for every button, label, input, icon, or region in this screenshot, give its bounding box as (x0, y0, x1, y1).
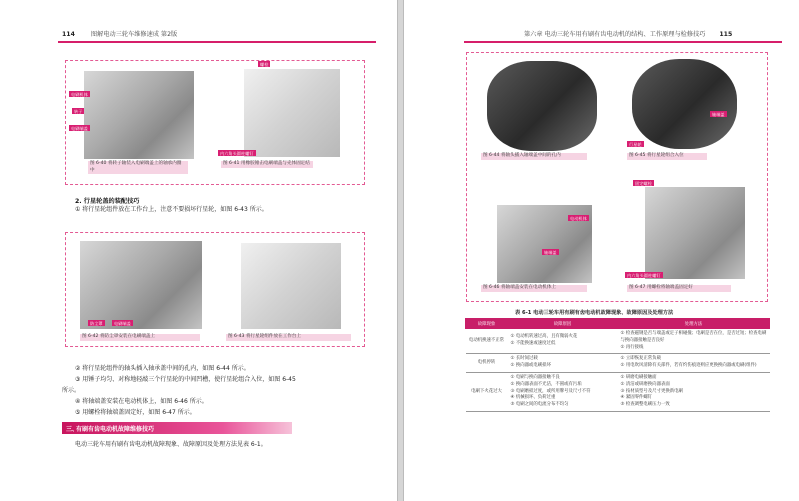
step-5-text: ⑤ 用螺栓将轴端盖固定好，如图 6-47 所示。 (75, 409, 196, 416)
table-row (466, 372, 770, 411)
cause-item: ① 电刷与换向器接触不良 (510, 374, 560, 380)
cause-cell (508, 354, 618, 373)
fix-item: ④ 紧固零件螺钉 (620, 395, 653, 401)
fault-table (465, 318, 770, 412)
fix-item: ② 清洁或研磨换向器表面 (620, 381, 670, 387)
left-page-header (62, 29, 177, 41)
photo-6-44 (487, 61, 597, 151)
photo-6-47 (645, 187, 745, 279)
subheading-planetary: 2. 行星轮盖的装配技巧 (75, 198, 140, 205)
caption-6-41: 图 6-41 用橡胶锤击电刷端盖与壳体固定结 (221, 161, 313, 168)
tag-motor-body-2: 电动机体 (570, 215, 587, 221)
right-header-rule (464, 41, 782, 43)
tag-hex-screw: 内六角头圆柱螺钉 (220, 150, 254, 156)
cause-item: ③ 电刷磨损过度，或所用牌号及尺寸不符 (510, 388, 591, 394)
photo-6-45 (632, 59, 737, 149)
left-header-title: 图解电动三轮车维修速成 第2版 (90, 31, 178, 38)
tag-dust-cover: 防尘罩 (90, 320, 103, 326)
cause-item: ② 换向器表面不光洁，不圆或有污垢 (510, 381, 582, 387)
caption-6-40: 图 6-40 将转子轴装入电刷端盖上的轴承内圈中 (88, 161, 188, 174)
tag-motor-body: 电刷机体 (71, 91, 88, 97)
figure-box-bottom (65, 232, 365, 347)
caption-6-42: 图 6-42 将防尘罩安装在电刷端盖上 (80, 334, 200, 341)
photo-6-41 (244, 69, 340, 157)
tag-fixing-bolt: 固定螺栓 (635, 180, 652, 186)
right-page-number: 115 (719, 31, 733, 38)
step-3-cont: 所示。 (62, 387, 81, 394)
tag-axle-endcap-2: 轴端盖 (544, 249, 557, 255)
step-4-text: ④ 将轴端盖安装在电动机体上，如图 6-46 所示。 (75, 398, 208, 405)
left-page (0, 0, 398, 501)
cause-cell (508, 329, 618, 354)
left-header-rule (58, 41, 376, 43)
fix-item: ① 研磨电刷接触面 (620, 374, 657, 380)
cause-item: ② 不能换速或速度过低 (510, 341, 556, 347)
cause-item: ⑤ 电刷之间的电流分布不均匀 (510, 402, 569, 408)
symptom-cell: 电刷下火花过大 (466, 372, 508, 411)
tag-brush-endcap-2: 电刷端盖 (114, 320, 131, 326)
table-header-fix: 处理方法 (618, 319, 770, 329)
table-title: 表 6-1 电动三轮车用有刷有齿电动机故障现象、故障原因及处理方法 (515, 310, 674, 316)
fix-item: ① 立即恢复正常负载 (620, 356, 661, 362)
step-2-text: ② 将行星轮组件的轴头插入轴承盖中间的孔内，如图 6-44 所示。 (75, 365, 250, 372)
symptom-cell: 电动机换速不正常 (466, 329, 508, 354)
tag-planet-gear: 行星轮 (629, 141, 642, 147)
step-1-text: ① 将行星轮组件放在工作台上，注意不要损坏行星轮，如图 6-43 所示。 (75, 206, 268, 213)
fix-item: ③ 按材质型号及尺寸更换新电刷 (620, 388, 683, 394)
cause-item: ① 电动机转速过高，且有微弱火花 (510, 334, 578, 340)
tag-brush-endcap: 电刷端盖 (71, 125, 88, 131)
tag-hex-screw-2: 内六角头圆柱螺钉 (627, 272, 661, 278)
fix-item: ⑤ 检查调整电刷压力一致 (620, 402, 670, 408)
fix-item: ② 再行接线 (620, 344, 644, 350)
section-title: 有刷有齿电动机故障维修技巧 (76, 425, 155, 433)
fix-cell (618, 372, 770, 411)
cause-item: ④ 机械损坏、负荷过重 (510, 395, 556, 401)
caption-6-43: 图 6-43 将行星轮组件放在工作台上 (226, 334, 351, 341)
photo-6-42 (80, 241, 202, 329)
table-header-symptom: 故障现象 (466, 319, 508, 329)
table-header-row (466, 319, 770, 329)
caption-6-45: 图 6-45 将行星轮组合入位 (627, 153, 707, 160)
fix-cell (618, 354, 770, 373)
cause-item: ① 长时间过载 (510, 356, 538, 362)
cause-cell (508, 372, 618, 411)
tag-axle-endcap: 轴端盖 (712, 111, 725, 117)
photo-6-43 (241, 243, 341, 329)
figure-box-top (65, 60, 365, 185)
right-header-title: 第六章 电动三轮车用有刷有齿电动机的结构、工作原理与检修技巧 (524, 31, 706, 38)
right-page-header (524, 29, 732, 41)
left-page-number: 114 (62, 31, 75, 38)
fix-item: ① 检查磁钢是否与端盖或定子相碰撞；电刷是否在位，是否过短；检查电刷与换向器接触是否良好 (620, 331, 767, 343)
photo-6-40 (84, 71, 194, 159)
table-header-cause: 故障原因 (508, 319, 618, 329)
caption-6-47: 图 6-47 用螺栓将轴端盖固定好 (627, 285, 731, 292)
section-intro-text: 电动三轮车用有刷有齿电动机故障现象、故障原因及处理方法见表 6-1。 (75, 441, 267, 448)
section-number: 三、 (66, 425, 79, 433)
cause-item: ② 换向器或电刷损坏 (510, 363, 551, 369)
step-3-text: ③ 用锤子均匀、对称地轻敲三个行星轮的中间凹槽，使行星轮组合入位，如图 6-45 (75, 376, 296, 383)
fix-cell (618, 329, 770, 354)
caption-6-44: 图 6-44 将轴头插入轴端盖中间的孔内 (481, 153, 587, 160)
table-row (466, 329, 770, 354)
symptom-cell: 电机停转 (466, 354, 508, 373)
tag-rotor: 转子 (74, 108, 83, 114)
caption-6-46: 图 6-46 将轴端盖安装在电动机体上 (481, 285, 587, 292)
tag-bolt: 螺栓 (260, 61, 269, 67)
table-row (466, 354, 770, 373)
fix-item: ② 用电吹风清除有关部件，若有灼伤痕迹则应更换换向器或电刷(组件) (620, 363, 757, 369)
figure-box-right (466, 52, 768, 302)
